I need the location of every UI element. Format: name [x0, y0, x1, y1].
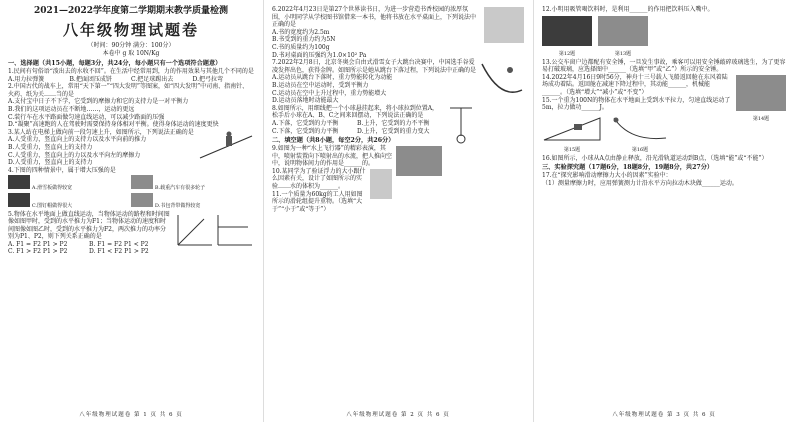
- figure-c: C.图钉帽做得很大: [8, 193, 131, 211]
- ski-jump-diagram: [480, 60, 524, 104]
- option: C.把足球踢出去: [131, 75, 174, 83]
- figure-12: 第12题: [542, 16, 592, 57]
- option: D.把弓拉弯: [192, 75, 224, 83]
- option: C.下落，它受到的力平衡: [272, 127, 339, 135]
- question-3: 3.某人站在电梯上做向前一段匀速上升，如图所示，下列说法正确的是: [8, 128, 194, 136]
- exam-title: 八年级物理试题卷: [62, 21, 199, 39]
- page-2-footer: 八年级物理试题卷 第 2 页 共 6 页: [346, 412, 450, 418]
- question-5: 5.物体在水平地面上做直线运动，当物体运动的路程和时间图像如图甲时，受到的水平推力为F1；当物体运动的速度和时间图像如图乙时，受到的水平推力为F2，两次推力的功率分别为P1、P2，则下列关系正确的是: [8, 210, 170, 241]
- option: D.“凝聚”高速跑的人在驾驶时需要保持身体相对平衡。使得身体运动的速度更快: [8, 121, 219, 129]
- option: B.上升，它受到的力不平衡: [357, 119, 430, 127]
- question-8: 8.如图所示，用细线把一个小球悬挂起来，将小球拉到位置A，松手后小球在A、B、C之间来回摆动，下列说法正确的是: [272, 104, 439, 120]
- option: D.人受重力，竖直向上的支持力: [8, 159, 93, 167]
- option: A.书的宽度约为2.5m: [272, 28, 330, 36]
- motion-graphs: [174, 213, 254, 253]
- option: C.运动员在空中上升过程中，重力势能增大: [272, 89, 387, 97]
- motion-graphs-diagram: [174, 213, 254, 249]
- section-1-heading: 一、选择题（共15小题，每题3分，共24分，每小题只有一个选项符合题意）: [8, 60, 222, 67]
- option: B.运动员在空中运动时，受到平衡力: [272, 81, 369, 89]
- school-year-heading: 2021—2022学年度第二学期期末教学质量检测: [33, 6, 229, 16]
- page-2-column: [264, 0, 532, 422]
- question-17: 17.在“探究影响滑动摩擦力大小的因素”实验中：: [542, 172, 672, 180]
- buoyancy-figure: [370, 169, 392, 203]
- exam-meta: （时间：90分钟 满分：100分）: [87, 42, 175, 49]
- section-3-heading: 三、实验探究题（17题6分，18题8分，19题8分，共27分）: [542, 164, 714, 172]
- option: A.用力拉弹簧: [8, 75, 45, 83]
- question-8-options: [272, 120, 442, 135]
- figure-b: B.载重汽车有很多轮子: [131, 175, 254, 193]
- option: B. F1 = F2 P1 < P2: [89, 240, 149, 248]
- question-9: 9.如图为一种“水上飞行器”的精彩表演，其中，喷射装置向下喷射出的水流，把人推向空中，说明物体间力的作用是______的。: [272, 145, 393, 168]
- option: B.我们的这项运动员在不断地……，运动的更远: [8, 105, 135, 113]
- option: B.书受到的重力约为5N: [272, 36, 336, 44]
- question-7: 7.2022年2月8日，北京冬奥会自由式滑雪女子大跳台决赛中，中国选手谷爱凌发挥出色，获得金牌。如图所示是她从跳台下落过程，下列说法中正确的是: [272, 59, 477, 74]
- track-diagram: [610, 114, 670, 142]
- page-3-footer: 八年级物理试题卷 第 3 页 共 6 页: [612, 412, 716, 418]
- figure-13: 第13题: [598, 16, 648, 57]
- pendulum-diagram: [446, 106, 476, 146]
- option: C.书的质量约为100g: [272, 43, 330, 51]
- water-flyer-figure: [396, 146, 442, 180]
- question-17-part-1: （1）测量摩擦力时，应用弹簧测力计沿水平方向拉动木块做______运动。: [542, 179, 738, 187]
- question-13: 13.公交车窗户边都配有安全锤，一旦发生事故，乘客可以用安全锤敲碎玻璃逃生，为了更容易打破玻璃，应选择图中______（选填“甲”或“乙”）所示的安全锤。: [542, 58, 786, 74]
- question-16: 16.如图所示，小球从A点由静止释放，沿光滑轨道运动到B点，（选填“能”或“不能”）: [542, 154, 768, 162]
- question-2: 2.中国古代的战车上，常用“天下第一”“四大发明”等图案，如“四大发明”中司南、指南针、火药、纸为关……当的是: [8, 83, 249, 98]
- escalator-figure: [198, 130, 254, 164]
- question-14: 14.2022年4月16日9时56分，神舟十三号载人飞船返回舱在东风着陆场成功着陆。返回舱在减速下降过程中，其动能______，机械能______。（选填“增大”“减小”或“不变”）: [542, 73, 728, 96]
- option: D. F1 < F2 P1 > P2: [89, 248, 149, 256]
- question-12: 12.小明用吸管喝饮料时，是利用______的作用把饮料压入嘴中。: [542, 6, 714, 13]
- pendulum-figure: [446, 106, 476, 150]
- option: D.运动员落地时动能最大: [272, 97, 339, 105]
- option: B.人受重力，竖直向上的支持力: [8, 143, 93, 151]
- question-11: 11.一个质量为60kg的工人用如图所示的滑轮组提升重物。（选填“大于”“小于”或“等于”）: [272, 190, 363, 213]
- question-6: 6.2022年4月23日是第27个世界读书日，为进一步营造书香校园的浓厚氛围，小明同学从学校图书馆借来一本书，他将书放在水平桌面上，下列说法中正确的是: [272, 6, 477, 29]
- book-figure: [484, 7, 524, 47]
- figure-14: 第14题: [736, 75, 786, 122]
- escalator-diagram: [198, 130, 254, 160]
- section-2-heading: 二、填空题（共8小题，每空2分，共26分）: [272, 137, 395, 145]
- option: A. F1 = F2 P1 > P2: [8, 240, 68, 248]
- question-4: 4.下图的四种情景中，属于增大压强的是: [8, 166, 116, 174]
- q15-q16-figures: [542, 114, 732, 153]
- g-note: 本卷中 g 取 10N/Kg: [102, 50, 160, 57]
- figure-15: 第15题: [542, 114, 602, 153]
- page-1-footer: 八年级物理试题卷 第 1 页 共 6 页: [79, 412, 183, 418]
- question-5-options: [8, 241, 170, 256]
- option: B.把面团压成饼: [69, 75, 112, 83]
- q12-q13-figures: [542, 16, 786, 57]
- figure-d: D.书包背带做得较宽: [131, 193, 254, 211]
- option: C.装行车在水平路面做匀速直线运动，可以减少路面的压强: [8, 113, 165, 121]
- option: A.人受重力，竖直向上的支持力以及水平向前的推力: [8, 136, 147, 144]
- option: D.书对桌面的压强约为1.0×10² Pa: [272, 51, 367, 59]
- figure-a: A.滑雪板做得较宽: [8, 175, 131, 193]
- question-10: 10.某同学为了验证浮力的大小跟什么因素有关，设计了如图所示的实验……水的体积为______。: [272, 167, 366, 191]
- incline-diagram: [542, 114, 602, 142]
- option: C.人受重力，竖直向上的力以及水平向左的摩擦力: [8, 151, 141, 159]
- page-3-column: [534, 0, 794, 422]
- question-15: 15.一个重为100N的物体在水平地面上受到水平拉力，匀速直线运动了5m，拉力做功______J。: [542, 96, 731, 112]
- option: C. F1 > F2 P1 > P2: [8, 248, 68, 256]
- figure-16: 第16题: [610, 114, 670, 153]
- page-1-column: [0, 0, 262, 422]
- option: D.上升，它受到的重力变大: [357, 127, 430, 135]
- question-1: 1.民间有句俗语“泼出去的水收不回”。在生活中经常用到，力的作用效果与其他几个不同的是: [8, 68, 254, 75]
- option: A.运动员从跳台下落时，重力势能转化为动能: [272, 74, 393, 82]
- option: A.下落，它受到的力平衡: [272, 119, 339, 127]
- option: A.支付宝中日子不下学，它受到的摩擦力和它的支持力是一对平衡力: [8, 98, 189, 106]
- ski-jump-figure: [480, 60, 524, 108]
- question-4-figures: [8, 175, 254, 210]
